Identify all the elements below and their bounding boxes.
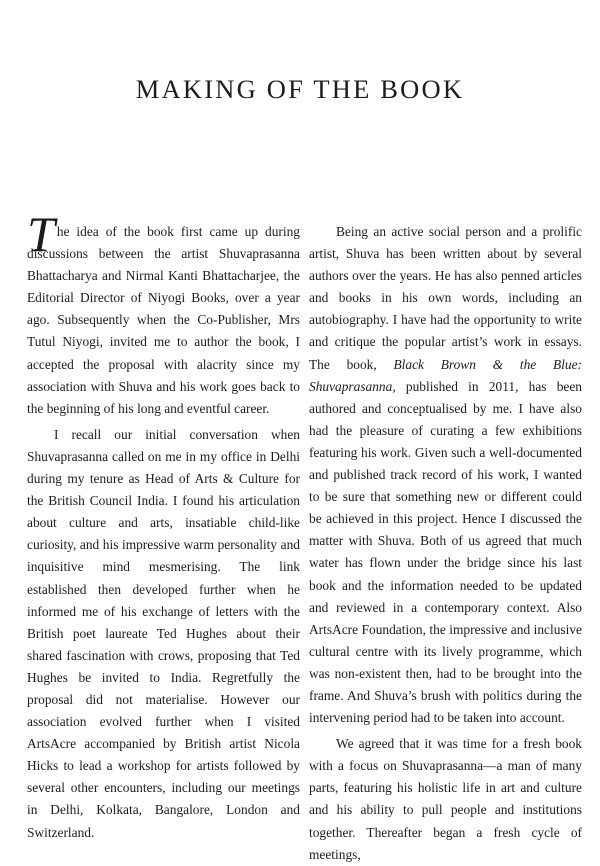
paragraph-text: Being an active social person and a prolific artist, Shuva has been written about by several authors over the years. He has also penned articles and books in his own words, including an autobiography. I have had the opportunity to write and critique the popular artist’s work in essays. The book, (309, 224, 582, 372)
paragraph-origin-of-book (27, 206, 300, 420)
paragraph-fresh-book: We agreed that it was time for a fresh book with a focus on Shuvaprasanna—a man of many parts, featuring his holistic life in art and culture and his ability to pull people and institutions together. Thereafter began a fresh cycle of meetings, (309, 736, 582, 862)
paragraph-prior-publications (309, 221, 582, 729)
book-title: Black Brown & the Blue: Shuvaprasanna (309, 356, 582, 394)
page-title: MAKING OF THE BOOK (135, 74, 465, 104)
drop-cap: T (27, 206, 55, 262)
paragraph-initial-conversation: I recall our initial conversation when Shuvaprasanna called on me in my office in Delhi during my tenure as Head of Arts & Culture for the British Council India. I found his articulation about culture and arts, insatiable child-like curiosity, and his impressive warm personality and inquisitive mind mesmerising. The link established then developed further when he informed me of his exchange of letters with the British poet laureate Ted Hughes about their shared fascination with crows, proposing that Ted Hughes be invited to India. Regretfully the proposal did not materialise. However our association evolved further when I visited ArtsAcre accompanied by British artist Nicola Hicks to lead a workshop for artists followed by several other encounters, including our meetings in Delhi, Kolkata, Bangalore, London and Switzerland. (27, 426, 300, 840)
paragraph-text: he idea of the book first came up during discussions between the artist Shuvaprasanna Bhattacharya and Nirmal Kanti Bhattacharjee, the Editorial Director of Niyogi Books, over a year ago. Subsequently when the Co-Publisher, Mrs Tutul Niyogi, invited me to author the book, I accepted the proposal with alacrity since my association with Shuva and his work goes back to the beginning of his long and eventful career. (27, 224, 300, 416)
right-column (309, 221, 582, 866)
paragraph-text: , published in 2011, has been authored and conceptualised by me. I have also had the pleasure of curating a few exhibitions featuring his work. Given such a well-documented and published track record of his work, I wanted to be sure that something new or different could be achieved in this project. Hence I discussed the matter with Shuva. Both of us agreed that much water has flown under the bridge since his last book and the information needed to be updated and reviewed in a contemporary context. Also ArtsAcre Foundation, the impressive and inclusive cultural centre with its lively programme, which was non-existent then, had to be brought into the frame. And Shuva’s brush with politics during the intervening period had to be taken into account. (309, 378, 582, 726)
left-column (27, 206, 300, 844)
